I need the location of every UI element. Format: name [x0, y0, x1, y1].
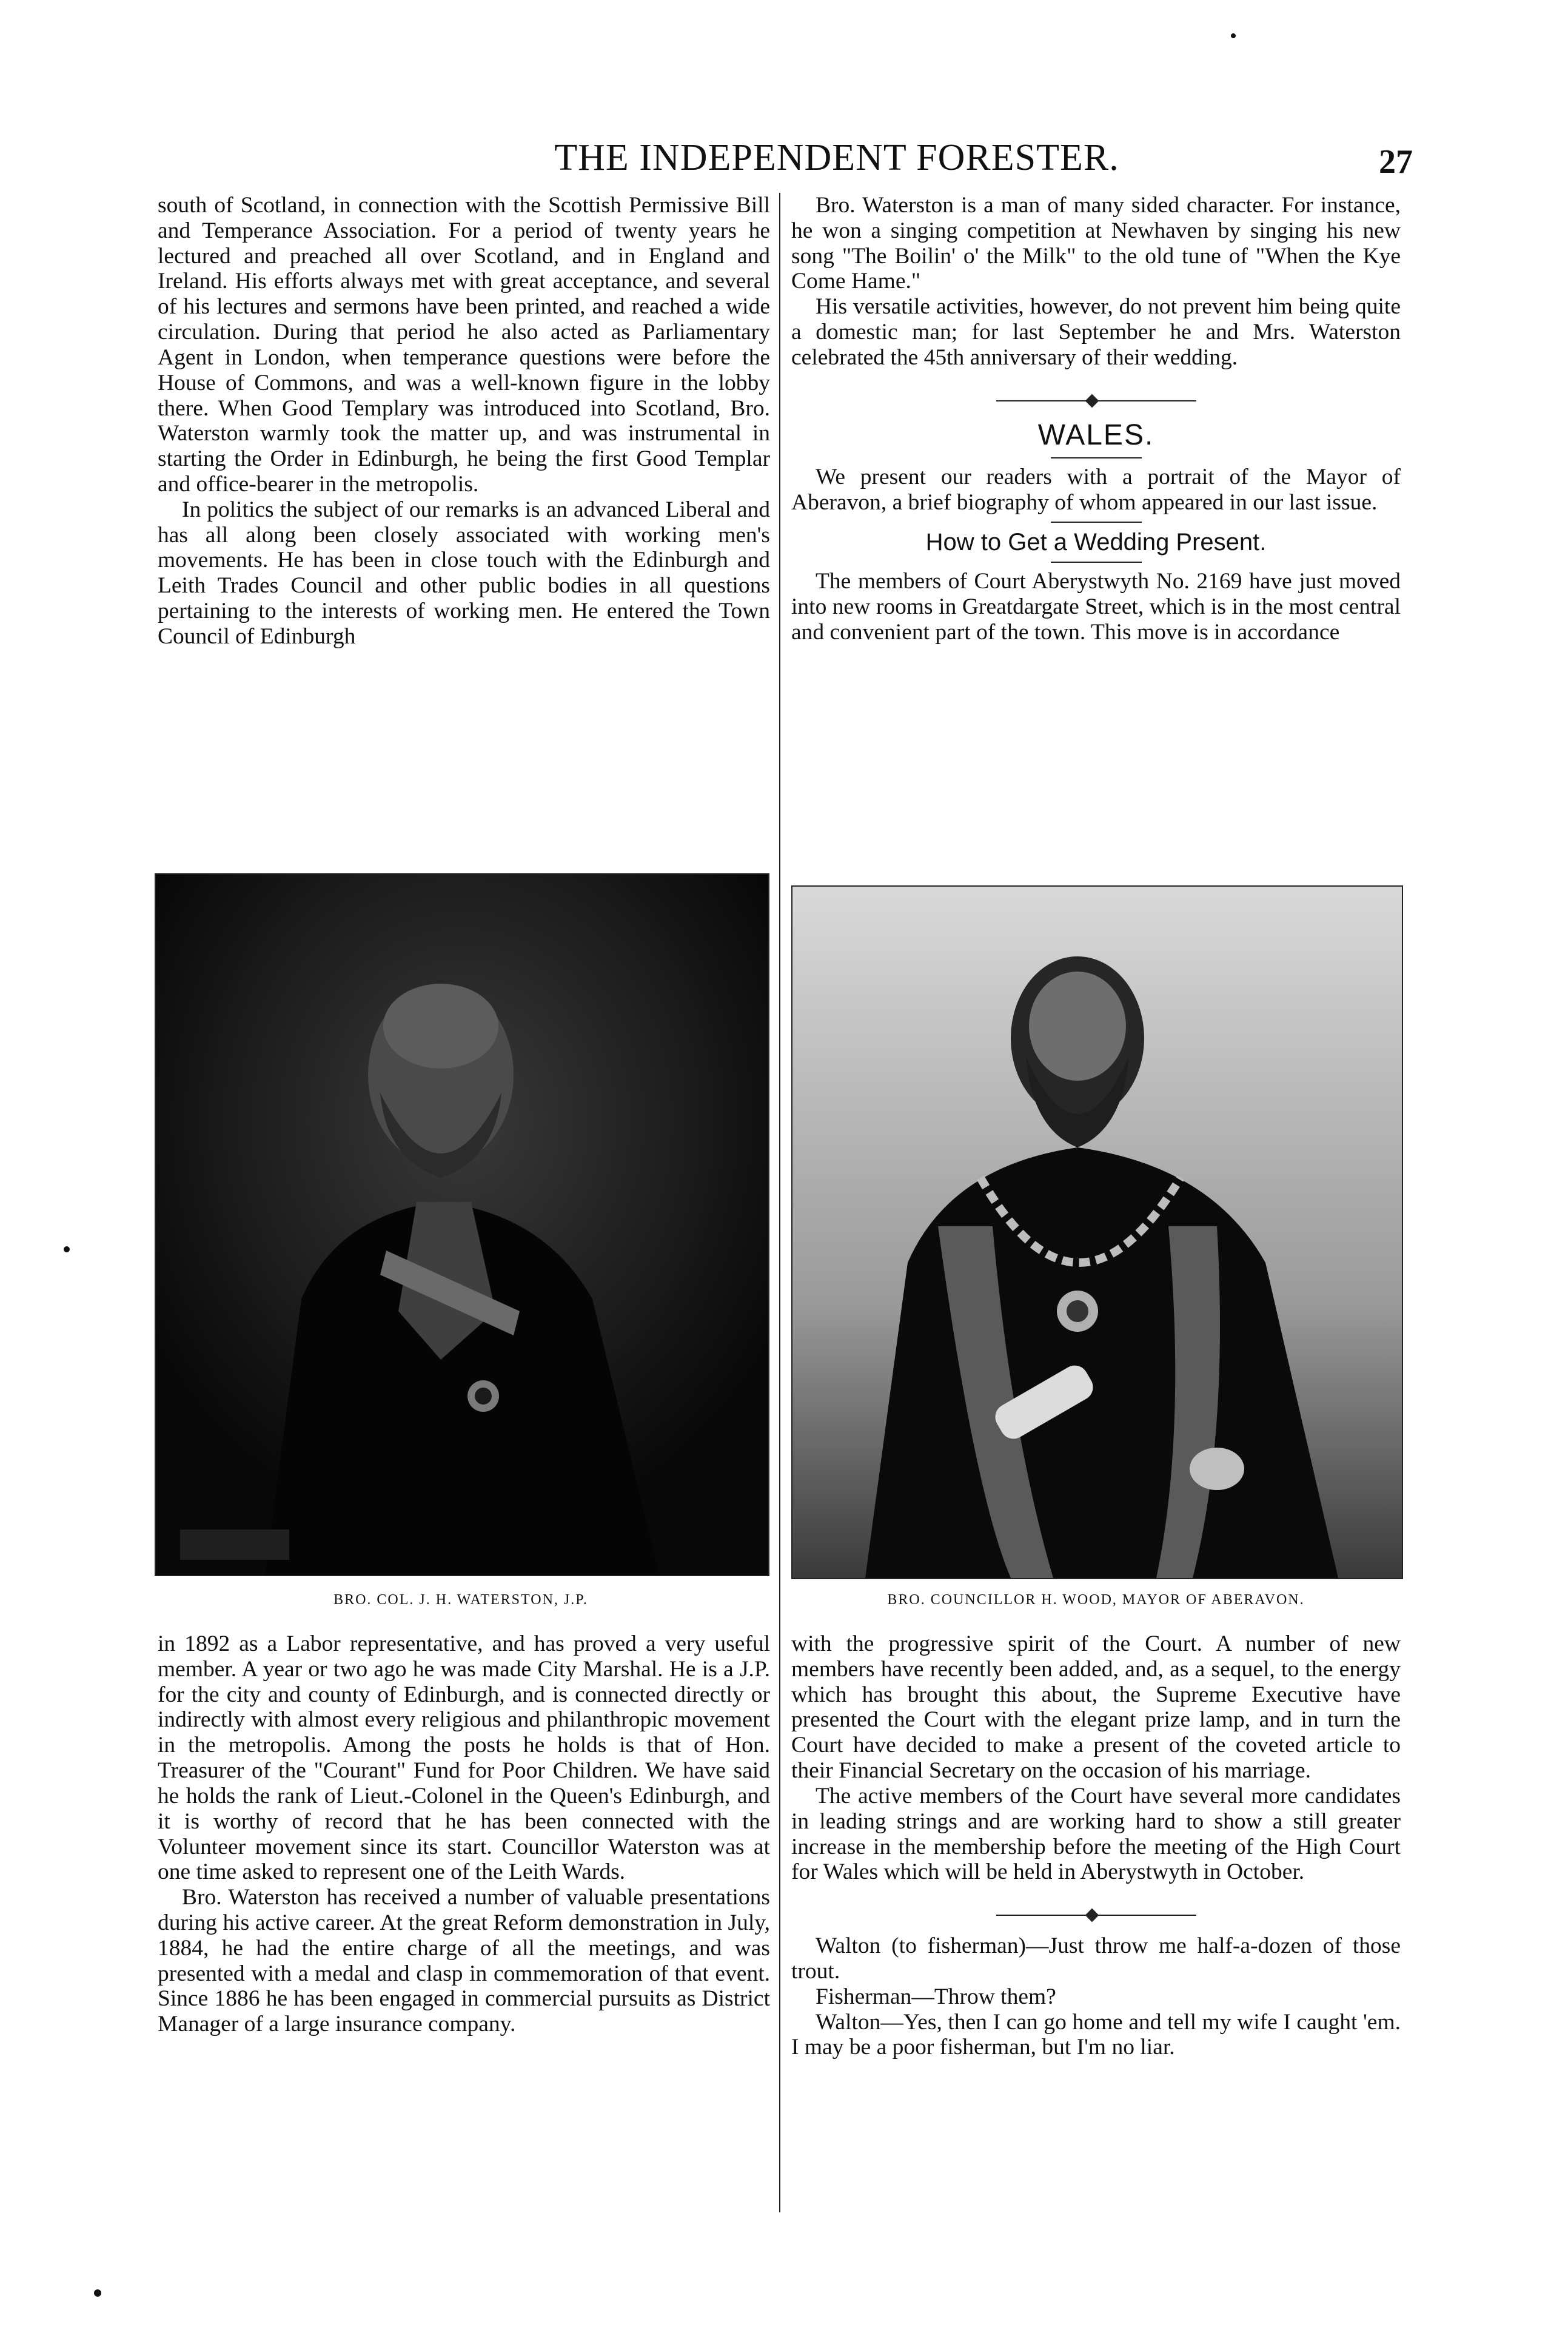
paragraph: We present our readers with a portrait of the Mayor of Aberavon, a brief biography of whom appeared in our last issue. [791, 465, 1401, 515]
page-number: 27 [1379, 143, 1413, 181]
paragraph: Bro. Waterston has received a number of valuable presentations during his active career. At the great Reform demonstration in July, 1884, he had the entire charge of all the meetings, and was presented with a medal and clasp in commemoration of that event. Since 1886 he has been engaged in commercial pursuits as District Manager of a large insurance company. [158, 1885, 770, 2037]
paragraph: In politics the subject of our remarks is an advanced Liberal and has all along been closely associated with working men's movements. He has been in close touch with the Edinburgh and Leith Trades Council and other public bodies in all questions pertaining to the interests of working men. He entered the Town Council of Edinburgh [158, 497, 770, 649]
portrait-photo-waterston [155, 873, 769, 1576]
photo-caption-left: BRO. COL. J. H. WATERSTON, J.P. [333, 1592, 588, 1608]
short-rule [1051, 457, 1142, 458]
dialogue-line: Fisherman—Throw them? [816, 1984, 1056, 2009]
paragraph: Bro. Waterston is a man of many sided character. For instance, he won a singing competition at Newhaven by singing his new song "The Boilin' o' the Milk" to the old tune of "When the Kye Come Hame." [791, 193, 1401, 294]
portrait-image [792, 887, 1402, 1578]
left-column-bottom [158, 1631, 770, 2214]
paragraph: The members of Court Aberystwyth No. 2169 have just moved into new rooms in Greatdargate Street, which is in the most central and convenient part of the town. This move is in accordance [791, 569, 1401, 645]
short-rule [1051, 522, 1142, 523]
paragraph: with the progressive spirit of the Court. A number of new members have recently been added, and, as a sequel, to the energy which has brought this about, the Supreme Executive have presented the Court with the elegant prize lamp, and in turn the Court have decided to make a present of the coveted article to their Financial Secretary on the occasion of his marriage. [791, 1631, 1401, 1784]
photo-caption-right: BRO. COUNCILLOR H. WOOD, MAYOR OF ABERAVON. [887, 1592, 1305, 1608]
print-speck [94, 2289, 101, 2297]
section-ornament [996, 395, 1196, 407]
portrait-image [156, 875, 768, 1575]
right-column-top [791, 193, 1401, 872]
publication-title: THE INDEPENDENT FORESTER. [554, 137, 1119, 178]
print-speck [64, 1246, 70, 1252]
article-heading: How to Get a Wedding Present. [925, 528, 1267, 556]
paragraph: The active members of the Court have several more candidates in leading strings and are working hard to show a still greater increase in the membership before the meeting of the High Court for Wales which will be held in Aberystwyth in October. [791, 1783, 1401, 1885]
paragraph: His versatile activities, however, do not prevent him being quite a domestic man; for last September he and Mrs. Waterston celebrated the 45th anniversary of their wedding. [791, 294, 1401, 370]
dialogue-line: Walton (to fisherman)—Just throw me half-a-dozen of those trout. [791, 1933, 1401, 1984]
right-column-bottom [791, 1631, 1401, 2214]
print-speck [1231, 33, 1236, 38]
portrait-photo-wood [791, 885, 1403, 1579]
joke-dialogue [791, 1933, 1401, 2060]
paragraph: in 1892 as a Labor representative, and has proved a very useful member. A year or two ago he was made City Marshal. He is a J.P. for the city and county of Edinburgh, and is connected directly or indirectly with almost every religious and philanthropic movement in the metropolis. Among the posts he holds is that of Hon. Treasurer of the "Courant" Fund for Poor Children. We have said he holds the rank of Lieut.-Colonel in the Queen's Edinburgh, and it is worthy of record that he has been connected with the Volunteer movement since its start. Councillor Waterston was at one time asked to represent one of the Leith Wards. [158, 1631, 770, 1885]
section-ornament [996, 1909, 1196, 1921]
column-divider [779, 193, 780, 2212]
dialogue-line: Walton—Yes, then I can go home and tell my wife I caught 'em. I may be a poor fisherman, but I'm no liar. [791, 2009, 1401, 2060]
section-heading-wales: WALES. [1037, 418, 1154, 451]
left-column-top [158, 193, 770, 811]
page-header [146, 136, 1413, 191]
short-rule [1051, 562, 1142, 563]
paragraph: south of Scotland, in connection with the Scottish Permissive Bill and Temperance Association. For a period of twenty years he lectured and preached all over Scotland, and in England and Ireland. His efforts always met with great acceptance, and several of his lectures and sermons have been printed, and reached a wide circulation. During that period he also acted as Parliamentary Agent in London, when temperance questions were before the House of Commons, and was a well-known figure in the lobby there. When Good Templary was introduced into Scotland, Bro. Waterston warmly took the matter up, and was instrumental in starting the Order in Edinburgh, he being the first Good Templar and office-bearer in the metropolis. [158, 193, 770, 497]
